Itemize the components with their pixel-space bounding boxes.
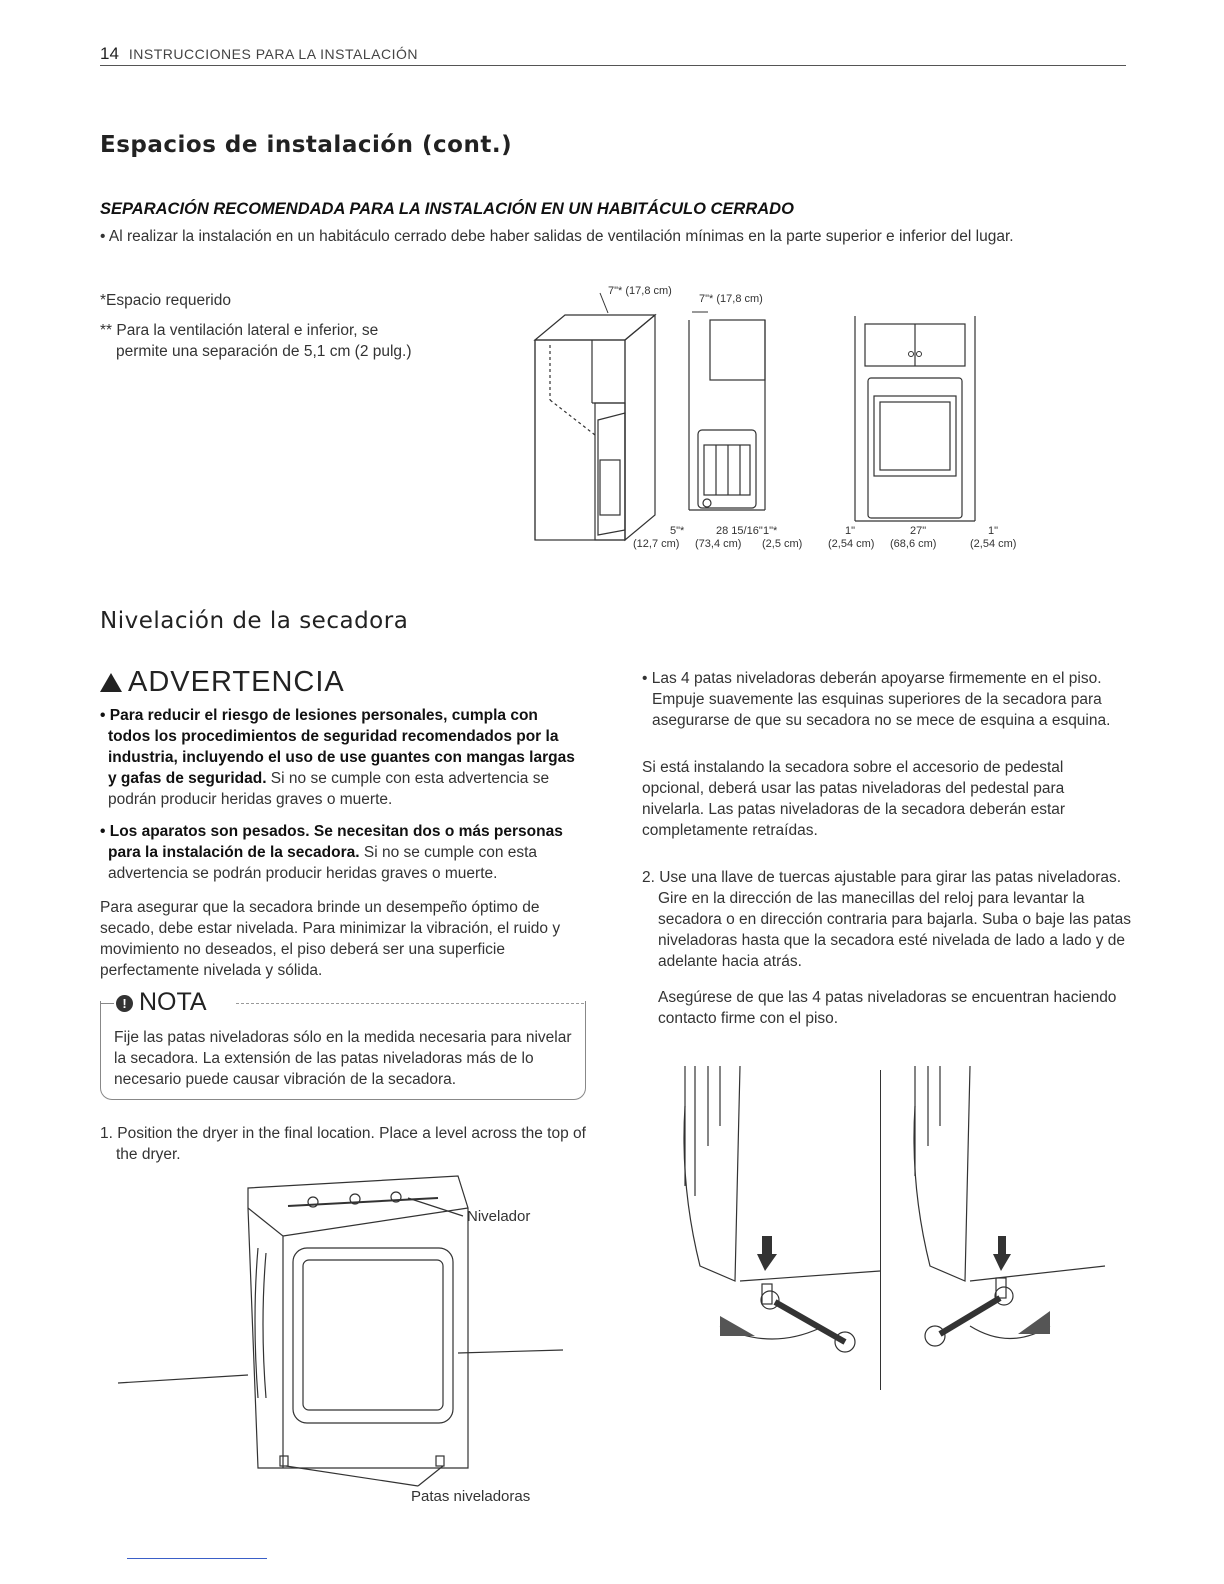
dim-side-in-2: 28 15/16" <box>716 525 763 537</box>
info-icon: ! <box>116 995 133 1012</box>
step-2: 2. Use una llave de tuercas ajustable para girar las patas niveladoras. Gire en la dirección de las manecillas del reloj para levantar la secadora o en dirección contraria para bajarla. Suba o baje las patas niveladoras hasta que la secadora esté nivelada de lado a lado y de adelante hacia atrás. <box>642 869 1132 970</box>
nota-title-text: NOTA <box>139 988 207 1016</box>
label-nivelador: Nivelador <box>467 1208 531 1225</box>
warning-title-text: ADVERTENCIA <box>128 666 345 698</box>
wrench-lower-illustration <box>900 1066 1110 1366</box>
dim-side-in-3: 1"* <box>763 525 778 537</box>
dim-front-cm-3: (2,54 cm) <box>970 538 1017 550</box>
dim-top-left: 7"* (17,8 cm) <box>608 285 672 297</box>
right-bullet: • Las 4 patas niveladoras deberán apoyarse firmemente en el piso. Empuje suavemente las esquinas superiores de la secadora para asegurarse de que su secadora no se mece de esquina a esquina. <box>642 670 1111 729</box>
header-rule <box>100 65 1126 66</box>
dim-top-right: 7"* (17,8 cm) <box>699 293 763 305</box>
nota-title <box>116 988 213 1017</box>
warning-title <box>100 666 345 699</box>
cabinet-perspective-diagram <box>530 285 660 545</box>
dim-front-in-2: 27" <box>910 525 927 537</box>
dim-side-in-1: 5"* <box>670 525 685 537</box>
dim-front-in-3: 1" <box>988 525 999 537</box>
enclosed-bullet: • Al realizar la instalación en un habitáculo cerrado debe haber salidas de ventilación mínimas en la parte superior e inferior del lugar. <box>100 228 1014 245</box>
header-section: INSTRUCCIONES PARA LA INSTALACIÓN <box>128 46 418 62</box>
warning-bullet-2 <box>100 821 580 884</box>
side-view-diagram <box>680 300 800 520</box>
footer-line <box>127 1558 267 1559</box>
nota-text: Fije las patas niveladoras sólo en la medida necesaria para nivelar la secadora. La extensión de las patas niveladoras más de lo necesario puede causar vibración de la secadora. <box>114 1029 572 1088</box>
front-view-diagram <box>850 316 980 526</box>
nota-divider <box>236 1003 584 1004</box>
pedestal-paragraph: Si está instalando la secadora sobre el accesorio de pedestal opcional, deberá usar las patas niveladoras del pedestal para nivelarla. Las patas niveladoras de la secadora deberán estar completamente retraídas. <box>642 759 1066 839</box>
wrench-raise-illustration <box>680 1066 880 1366</box>
enclosed-subtitle: SEPARACIÓN RECOMENDADA PARA LA INSTALACIÓN EN UN HABITÁCULO CERRADO <box>100 200 794 218</box>
page-number: 14 <box>100 44 119 63</box>
dim-front-cm-2: (68,6 cm) <box>890 538 937 550</box>
step-2b: Asegúrese de que las 4 patas niveladoras se encuentran haciendo contacto firme con el piso. <box>658 989 1117 1027</box>
section-title-leveling: Nivelación de la secadora <box>100 608 409 634</box>
note-ventilation: ** Para la ventilación lateral e inferior, se permite una separación de 5,1 cm (2 pulg.) <box>100 322 412 360</box>
label-patas-niveladoras: Patas niveladoras <box>411 1488 531 1505</box>
dim-side-cm-2: (73,4 cm) <box>695 538 742 550</box>
dim-side-cm-1: (12,7 cm) <box>633 538 680 550</box>
page-header <box>100 44 418 64</box>
section-title-spaces: Espacios de instalación (cont.) <box>100 132 513 158</box>
leveling-paragraph: Para asegurar que la secadora brinde un desempeño óptimo de secado, debe estar nivelada. Para minimizar la vibración, el ruido y movimiento no deseados, el piso deberá ser una superficie perfectamente nivelada y sólida. <box>100 899 561 979</box>
warning-bullet-1 <box>100 705 580 810</box>
wrench-divider <box>880 1070 881 1390</box>
warning-1-bold: • Para reducir el riesgo de lesiones personales, cumpla con todos los procedimientos de seguridad recomendados por la industria, incluyendo el uso de use guantes con mangas largas y gafas de seguridad. <box>100 707 575 787</box>
step-1: 1. Position the dryer in the final location. Place a level across the top of the dryer. <box>100 1125 586 1163</box>
warning-icon <box>100 673 122 692</box>
nota-box-cap <box>100 1003 114 1004</box>
dim-front-in-1: 1" <box>845 525 856 537</box>
note-required: *Espacio requerido <box>100 292 231 309</box>
dim-side-cm-3: (2,5 cm) <box>762 538 803 550</box>
warning-1-rest: Si no se cumple con esta advertencia se podrán producir heridas graves o muerte. <box>108 770 550 808</box>
warning-2-bold: • Los aparatos son pesados. Se necesitan dos o más personas para la instalación de la secadora. <box>100 823 563 861</box>
warning-2-rest: Si no se cumple con esta advertencia se podrán producir heridas graves o muerte. <box>108 844 538 882</box>
dim-front-cm-1: (2,54 cm) <box>828 538 875 550</box>
